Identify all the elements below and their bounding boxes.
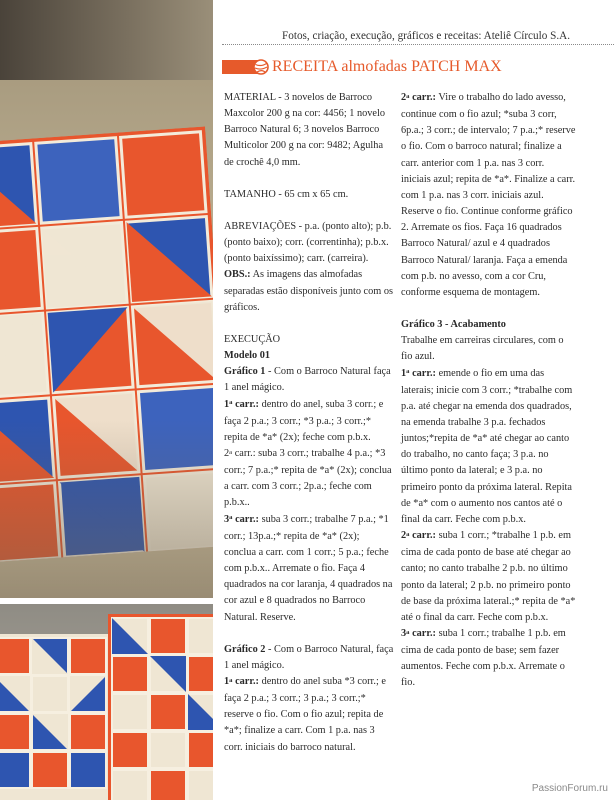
g3-row1-number: 1 — [401, 367, 407, 379]
g2-row2-number: 2 — [401, 92, 407, 103]
graphic2-intro — [224, 642, 394, 674]
yarn-ball-icon — [252, 58, 270, 76]
text-column-right — [401, 90, 576, 692]
watermark: PassionForum.ru — [531, 783, 608, 794]
ordinal-a: a — [406, 530, 410, 538]
ordinal-a: a — [406, 368, 410, 376]
ordinal-a: a — [229, 448, 233, 456]
ordinal-a: a — [406, 92, 410, 100]
row1-label: carr.: — [232, 398, 259, 410]
pillow-photo-top — [0, 0, 213, 598]
obs-text: As imagens das almofadas separadas estão disponíveis junto com os gráficos. — [224, 269, 394, 313]
graphic3-row1 — [401, 366, 576, 529]
graphic2-row2 — [401, 90, 576, 301]
row2-number: 2 — [224, 447, 230, 459]
g3-row2-label: carr.: — [409, 530, 436, 542]
ordinal-a: a — [229, 676, 233, 684]
g2-row2-label: carr.: — [409, 92, 436, 103]
g3-row3-text: suba 1 corr.; trabalhe 1 p.b. em cima de cada ponto de base; sem fazer aumentos. Feche com p.b.x. Arremate o fio. — [401, 628, 566, 689]
graphic1-row2 — [224, 446, 394, 512]
g3-row2-number: 2 — [401, 530, 407, 542]
page-title: RECEITA almofadas PATCH MAX — [272, 58, 502, 75]
g2-row2-text: Vire o trabalho do lado avesso, continue com o fio azul; *suba 3 corr, 6p.a.; 3 corr.; de intervalo; 7 p.a.;* reserve o fio. Com o barroco natural; finalize a carr. anterior com 1 p.a. nas 3 corr. iniciais azul; repita de *a*. Finalize a carr. com 1 p.a. nas 3 corr. iniciais azul. Reserve o fio. Continue conforme gráfico 2. Arremate os fios. Faça 16 quadrados Barroco Natural/ azul e 4 quadrados Barroco Natural/ laranja. Faça a emenda com p.b. no avesso, com a cor Cru, conforme esquema de montagem. — [401, 92, 576, 298]
pillow-photo-bottom — [0, 604, 213, 800]
graphic3-intro: Trabalhe em carreiras circulares, com o fio azul. — [401, 335, 564, 363]
material-text: MATERIAL - 3 novelos de Barroco Maxcolor 200 g na cor: 4456; 1 novelo Barroco Natural 6; 3 novelos Barroco Multicolor 200 g na cor: 9482; Agulha de crochê 4,0 mm. — [224, 92, 385, 168]
row3-number: 3 — [224, 513, 230, 525]
g2-row1-number: 1 — [224, 676, 230, 687]
crochet-pillows-illustration — [0, 614, 213, 800]
graphic3-row2 — [401, 528, 576, 626]
size-text: TAMANHO - 65 cm x 65 cm. — [224, 188, 349, 200]
graphic2-text: - Com o Barroco Natural, faça 1 anel mágico. — [224, 643, 394, 671]
row3-label: carr.: — [232, 513, 259, 525]
g3-row3-number: 3 — [401, 628, 407, 639]
g2-row1-text: dentro do anel suba *3 corr.; e faça 2 p.a.; 3 corr.; 3 p.a.; 3 corr.;* reserve o fio. Com o fio azul; repita de *a*; finalize a carr. Com 1 p.a. nas 3 corr. iniciais do barroco natural. — [224, 676, 386, 753]
execution-heading: EXECUÇÃO — [224, 333, 281, 345]
row1-number: 1 — [224, 398, 230, 410]
g3-row2-text: suba 1 corr.; *trabalhe 1 p.b. em cima de cada ponto de base até chegar ao canto; no canto trabalhe 2 p.b. no último ponto da lateral; 2 p.b. no primeiro ponto de base da próxima lateral.;* repita de *a* até o final da carr. Feche com p.b.x. — [401, 530, 576, 623]
g3-row1-text: emende o fio em uma das laterais; inicie com 3 corr.; *trabalhe com p.a. até chegar na emenda dos quadrados, na emenda trabalhe 3 p.a. fechados juntos;*repita de *a* até chegar ao canto do trabalho, no canto faça; 3 p.a. no último ponto da lateral; e 3 p.a. no primeiro ponto da próxima lateral. Repita de *a* com o aumento nos cantos até o final da carr. Feche com p.b.x. — [401, 367, 573, 525]
abbreviations-text: ABREVIAÇÕES - p.a. (ponto alto); p.b. (ponto baixo); corr. (correntinha); p.b.x. (ponto baixíssimo); carr. (carreira). — [224, 220, 392, 265]
g3-row3-label: carr.: — [409, 628, 436, 639]
obs-paragraph — [224, 267, 394, 315]
graphic2-label: Gráfico 2 — [224, 643, 266, 655]
header-divider — [222, 44, 614, 45]
graphic3-heading: Gráfico 3 - Acabamento — [401, 319, 506, 331]
g3-row1-label: carr.: — [409, 367, 436, 379]
ordinal-a: a — [229, 399, 233, 407]
obs-label: OBS.: — [224, 269, 251, 281]
graphic1-row3 — [224, 512, 394, 626]
photo-shadow — [0, 420, 213, 598]
text-column-left — [224, 90, 394, 756]
graphic2-row1 — [224, 674, 394, 756]
row2-text: carr.: suba 3 corr.; trabalhe 4 p.a.; *3 corr.; 7 p.a.;* repita de *a* (2x); conclua a carr. com 3 corr.; 2p.a.; feche com p.b.x.. — [224, 447, 392, 509]
graphic1-text: - Com o Barroco Natural faça 1 anel mágico. — [224, 366, 391, 394]
ordinal-a: a — [406, 628, 410, 636]
graphic3-row3 — [401, 626, 576, 692]
graphic1-row1 — [224, 397, 394, 446]
row3-text: suba 3 corr.; trabalhe 7 p.a.; *1 corr.; 13p.a.;* repita de *a* (2x); conclua a carr. com 1 corr.; 5 p.a.; feche com p.b.x.. Arremate o fio. Faça 4 quadrados na cor laranja, 4 quadrados na cor azul e 8 quadrados no Barroco Natural. Reserve. — [224, 513, 393, 623]
g2-row1-label: carr.: — [232, 676, 259, 687]
ordinal-a: a — [229, 514, 233, 522]
row1-text: dentro do anel, suba 3 corr.; e faça 2 p.a.; 3 corr.; *3 p.a.; 3 corr.;* repita de *a* (2x); feche com p.b.x. — [224, 398, 384, 443]
graphic1-intro — [224, 364, 394, 396]
photo-credit: Fotos, criação, execução, gráficos e receitas: Ateliê Círculo S.A. — [282, 30, 570, 42]
graphic1-label: Gráfico 1 — [224, 366, 266, 378]
model-heading: Modelo 01 — [224, 350, 271, 362]
